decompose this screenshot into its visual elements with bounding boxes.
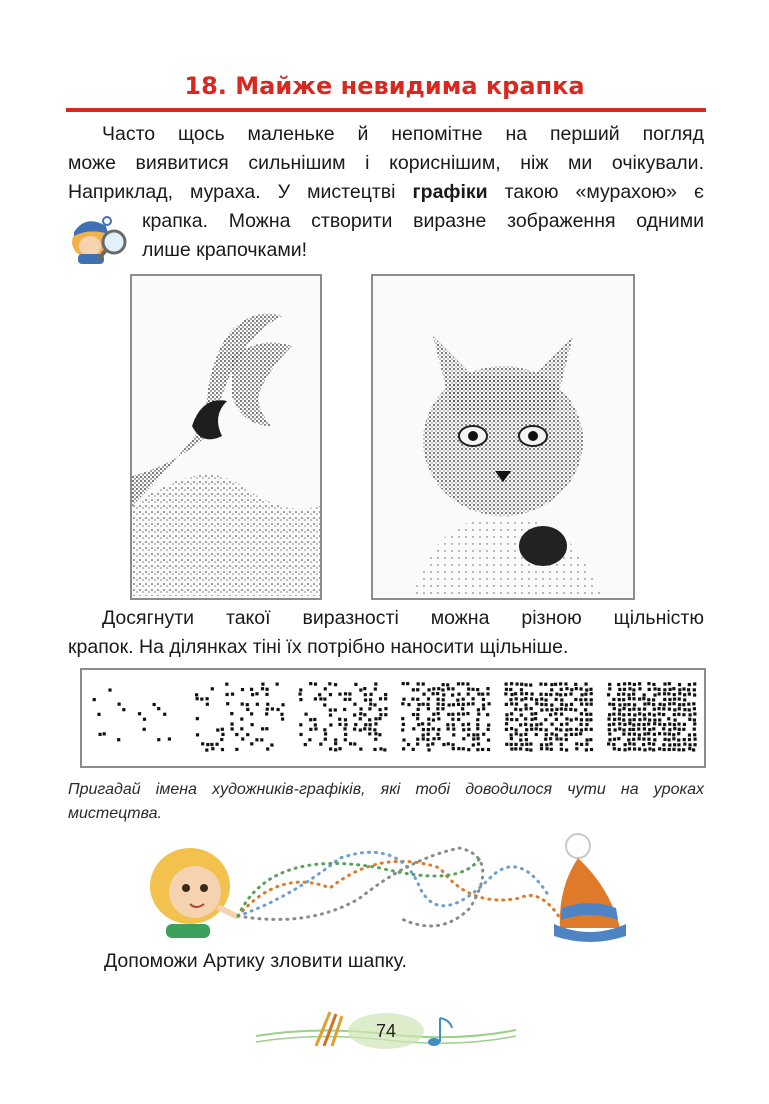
- density-sample-4: [401, 682, 491, 752]
- magnifier-kid-icon: [60, 208, 132, 264]
- wave-drawing: [132, 276, 320, 598]
- density-samples: [82, 670, 704, 766]
- recall-task-note: Пригадай імена художників-графіків, які тобі доводилося чути на уроках мистецтва.: [68, 781, 704, 822]
- wave-stipple-image: [130, 274, 322, 600]
- music-note-icon: [428, 1018, 452, 1046]
- maze-illustration: [140, 828, 640, 948]
- page-title: 18. Майже невидима крапка: [184, 72, 585, 100]
- winter-hat-icon: [554, 834, 626, 942]
- density-sample-2: [195, 683, 285, 752]
- intro-line-3: [68, 178, 704, 207]
- page-number: 74: [375, 1021, 397, 1041]
- intro-line-3-start: Наприклад, мураха. У мистецтві: [68, 181, 413, 203]
- intro-line-2: може виявитися сильнішим і кориснішим, ніж ми очікували.: [68, 152, 704, 174]
- density-sample-6: [607, 682, 697, 752]
- intro-line-3-end: такою «мурахою» є: [487, 181, 704, 203]
- artik-character: [150, 848, 236, 938]
- intro-paragraph-top: [68, 120, 704, 207]
- density-line-1: Досягнути такої виразності можна різною щільністю: [102, 607, 704, 629]
- paintbrush-icon: [316, 1012, 342, 1046]
- dot-density-strip: [80, 668, 706, 768]
- intro-line-4: крапка. Можна створити виразне зображення одними: [142, 210, 704, 232]
- cat-drawing: [373, 276, 633, 598]
- title-underline: [66, 108, 706, 112]
- cat-stipple-image: [371, 274, 635, 600]
- density-sample-5: [504, 682, 593, 752]
- maze-caption: Допоможи Артику зловити шапку.: [104, 950, 407, 972]
- term-graphics: графіки: [412, 181, 488, 203]
- intro-line-1: Часто щось маленьке й непомітне на перший погляд: [102, 123, 704, 145]
- density-sample-1: [93, 688, 171, 741]
- density-paragraph: [68, 604, 704, 662]
- intro-line-5: лише крапочками!: [142, 239, 308, 261]
- density-sample-3: [298, 682, 387, 751]
- density-line-2: крапок. На ділянках тіні їх потрібно наносити щільніше.: [68, 636, 569, 658]
- intro-paragraph-bottom: [142, 207, 704, 265]
